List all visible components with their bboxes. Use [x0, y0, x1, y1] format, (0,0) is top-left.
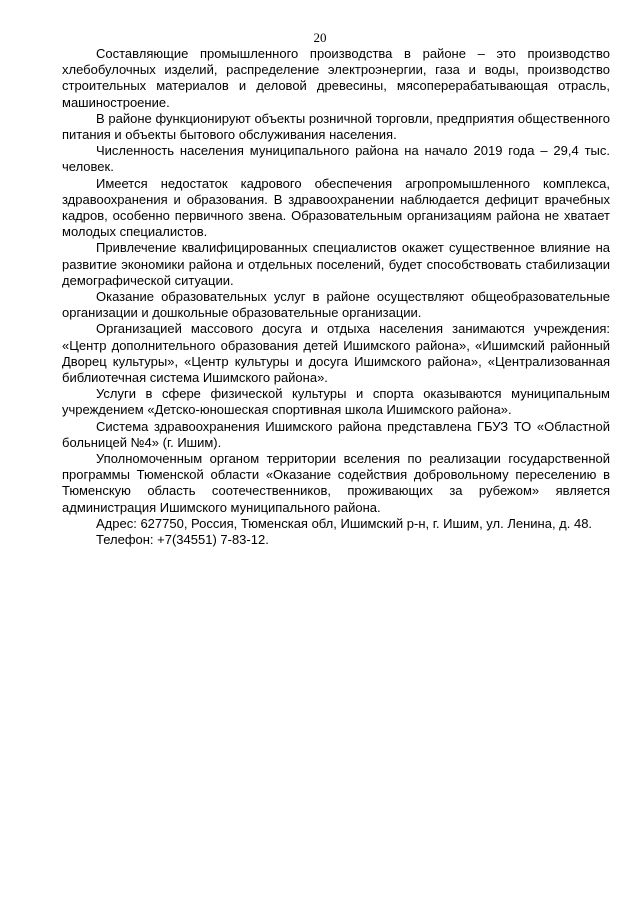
paragraph-population: Численность населения муниципального района на начало 2019 года – 29,4 тыс. человек.: [62, 143, 610, 175]
paragraph-healthcare: Система здравоохранения Ишимского района представлена ГБУЗ ТО «Областной больницей №4» (г. Ишим).: [62, 418, 610, 450]
page-number: 20: [313, 30, 327, 45]
paragraph-trade-services: В районе функционируют объекты розничной торговли, предприятия общественного питания и объекты бытового обслуживания населения.: [62, 110, 610, 143]
paragraph-specialists: Привлечение квалифицированных специалистов окажет существенное влияние на развитие экономики района и отдельных поселений, будет способствовать стабилизации демографической ситуации.: [62, 240, 610, 288]
paragraph-authorized-body: Уполномоченным органом территории вселения по реализации государственной программы Тюменской области «Оказание содействия добровольному переселению в Тюменскую область соотечественников, проживающих за рубежом» является администрация Ишимского муниципального района.: [62, 451, 610, 515]
paragraph-phone: Телефон: +7(34551) 7-83-12.: [96, 532, 269, 548]
paragraph-address: Адрес: 627750, Россия, Тюменская обл, Ишимский р-н, г. Ишим, ул. Ленина, д. 48.: [96, 515, 593, 531]
paragraph-staff-shortage: Имеется недостаток кадрового обеспечения агропромышленного комплекса, здравоохранения и образования. В здравоохранении наблюдается дефицит врачебных кадров, особенно первичного звена. Образовательным организациям района не хватает молодых специалистов.: [62, 175, 610, 240]
paragraph-industry: Составляющие промышленного производства в районе – это производство хлебобулочных изделий, распределение электроэнергии, газа и воды, производство строительных материалов и деловой древесины, мясоперерабатывающая отрасль, машиностроение.: [62, 46, 610, 110]
paragraph-leisure: Организацией массового досуга и отдыха населения занимаются учреждения: «Центр дополнительного образования детей Ишимского района», «Ишимский районный Дворец культуры», «Центр культуры и досуга Ишимского района», «Централизованная библиотечная система Ишимского района».: [62, 321, 610, 386]
paragraph-sport: Услуги в сфере физической культуры и спорта оказываются муниципальным учреждением «Детско-юношеская спортивная школа Ишимского района».: [62, 386, 610, 418]
document-body: [62, 46, 610, 548]
paragraph-education: Оказание образовательных услуг в районе осуществляют общеобразовательные организации и дошкольные образовательные организации.: [62, 289, 610, 321]
